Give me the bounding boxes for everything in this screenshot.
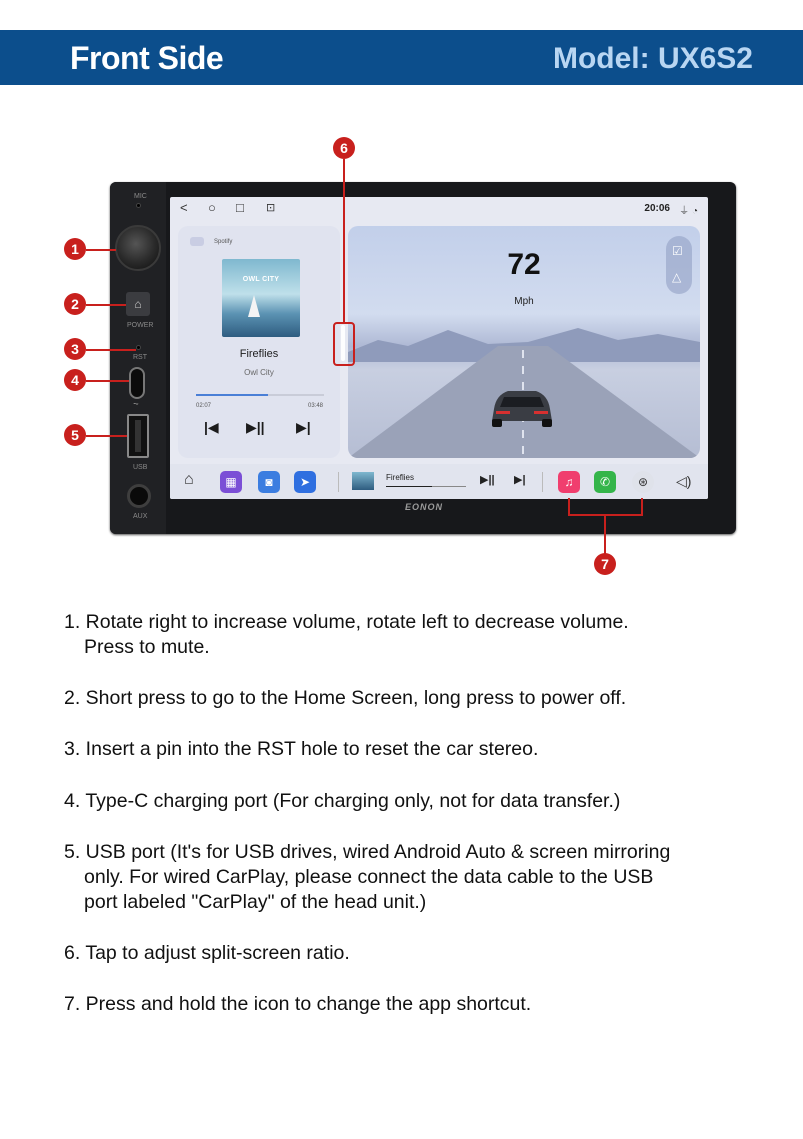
album-text: OWL CITY xyxy=(242,276,280,283)
speed-unit: Mph xyxy=(514,296,534,307)
status-bar xyxy=(170,197,708,221)
brand-logo: EONON xyxy=(405,502,444,512)
dock-separator xyxy=(338,472,339,492)
music-widget[interactable] xyxy=(178,226,340,458)
instruction-item xyxy=(64,686,774,711)
model-label: Model: UX6S2 xyxy=(552,42,753,75)
dock-separator xyxy=(542,472,543,492)
apps-grid-icon[interactable]: ▦ xyxy=(220,471,242,493)
nav-actions-pill xyxy=(666,236,692,294)
next-track-icon[interactable]: ▶| xyxy=(296,419,311,435)
song-progress-bar[interactable] xyxy=(196,394,324,396)
status-time: 20:06 xyxy=(644,203,670,214)
volume-knob[interactable] xyxy=(115,225,161,271)
mini-album-art xyxy=(352,472,374,490)
instruction-item xyxy=(64,737,774,762)
dock-next-icon[interactable]: ▶| xyxy=(514,474,526,486)
page-title: Front Side xyxy=(70,40,224,76)
instruction-item xyxy=(64,840,774,915)
instruction-item xyxy=(64,789,774,814)
instruction-line: 2. Short press to go to the Home Screen, long press to power off. xyxy=(64,687,627,709)
touch-screen xyxy=(170,197,708,499)
usb-port xyxy=(127,414,149,458)
car-graphic xyxy=(486,381,558,429)
report-icon[interactable]: ☑ xyxy=(672,244,683,258)
total-time: 03:48 xyxy=(308,403,324,409)
elapsed-time: 02:07 xyxy=(196,403,212,409)
aux-label: AUX xyxy=(133,513,148,520)
artist-name: Owl City xyxy=(244,368,274,377)
callout-1-line xyxy=(86,249,116,251)
mic-hole xyxy=(136,203,141,208)
app-dock xyxy=(170,464,708,499)
callout-6-highlight xyxy=(333,322,355,366)
callout-5: 5 xyxy=(64,424,86,446)
music-app-name: Spotify xyxy=(214,239,233,245)
home-power-button[interactable] xyxy=(126,292,150,316)
callout-3: 3 xyxy=(64,338,86,360)
dock-home-icon[interactable]: ⌂ xyxy=(184,471,194,488)
album-art xyxy=(222,259,300,337)
song-progress-fill xyxy=(196,394,268,396)
wifi-icon: ⏚ ◔ xyxy=(679,206,698,217)
screenshot-icon[interactable]: ⊡ xyxy=(266,202,276,214)
recent-apps-icon[interactable]: □ xyxy=(236,200,244,215)
instruction-line: only. For wired CarPlay, please connect the data cable to the USB xyxy=(84,866,654,888)
steering-wheel-icon[interactable]: ⊛ xyxy=(632,471,654,493)
reset-hole[interactable] xyxy=(136,345,141,350)
callout-1: 1 xyxy=(64,238,86,260)
play-pause-icon[interactable]: ▶|| xyxy=(246,419,265,435)
usb-label: USB xyxy=(133,464,148,471)
instruction-line: port labeled "CarPlay" of the head unit.) xyxy=(84,891,427,913)
spotify-icon xyxy=(190,237,204,246)
callout-5-line xyxy=(86,435,127,437)
navigate-arrow-icon[interactable]: △ xyxy=(672,270,682,284)
instruction-line: Press to mute. xyxy=(84,636,210,658)
music-app-icon[interactable]: ♫ xyxy=(558,471,580,493)
callout-4: 4 xyxy=(64,369,86,391)
instruction-line: 7. Press and hold the icon to change the app shortcut. xyxy=(64,993,532,1015)
instruction-line: 5. USB port (It's for USB drives, wired Android Auto & screen mirroring xyxy=(64,841,671,863)
navigation-widget[interactable] xyxy=(348,226,700,458)
home-icon: ⌂ xyxy=(134,297,142,311)
callout-6-line xyxy=(343,159,345,322)
instruction-item xyxy=(64,941,774,966)
callout-3-line xyxy=(86,349,136,351)
callout-2-line xyxy=(86,304,126,306)
previous-track-icon[interactable]: |◀ xyxy=(204,419,219,435)
car-settings-icon[interactable]: ◙ xyxy=(258,471,280,493)
home-circle-icon[interactable]: ○ xyxy=(208,200,216,215)
instruction-line: 4. Type-C charging port (For charging only, not for data transfer.) xyxy=(64,790,621,812)
callout-7-stem xyxy=(604,514,606,554)
dock-play-pause-icon[interactable]: ▶|| xyxy=(480,474,495,486)
instruction-line: 6. Tap to adjust split-screen ratio. xyxy=(64,942,350,964)
aux-jack xyxy=(127,484,151,508)
power-label: POWER xyxy=(127,322,154,329)
type-c-port xyxy=(129,367,145,399)
usb-symbol-icon: ⏦ xyxy=(133,401,139,408)
callout-2: 2 xyxy=(64,293,86,315)
mini-progress-fill xyxy=(386,486,432,487)
back-icon[interactable]: < xyxy=(180,200,188,215)
instruction-line: 3. Insert a pin into the RST hole to reset the car stereo. xyxy=(64,738,539,760)
speed-readout: 72 xyxy=(507,248,541,281)
callout-6: 6 xyxy=(333,137,355,159)
rst-label: RST xyxy=(133,354,147,361)
mini-song-title: Fireflies xyxy=(386,473,415,482)
maps-icon[interactable]: ➤ xyxy=(294,471,316,493)
instruction-line: 1. Rotate right to increase volume, rotate left to decrease volume. xyxy=(64,611,629,633)
instruction-item xyxy=(64,992,774,1017)
album-sail-graphic xyxy=(248,295,260,317)
callout-7: 7 xyxy=(594,553,616,575)
callout-4-line xyxy=(86,380,129,382)
instruction-item xyxy=(64,610,774,660)
phone-icon[interactable]: ✆ xyxy=(594,471,616,493)
volume-icon[interactable]: ◁) xyxy=(676,473,692,489)
song-title: Fireflies xyxy=(239,348,279,360)
mic-label: MIC xyxy=(134,193,147,200)
